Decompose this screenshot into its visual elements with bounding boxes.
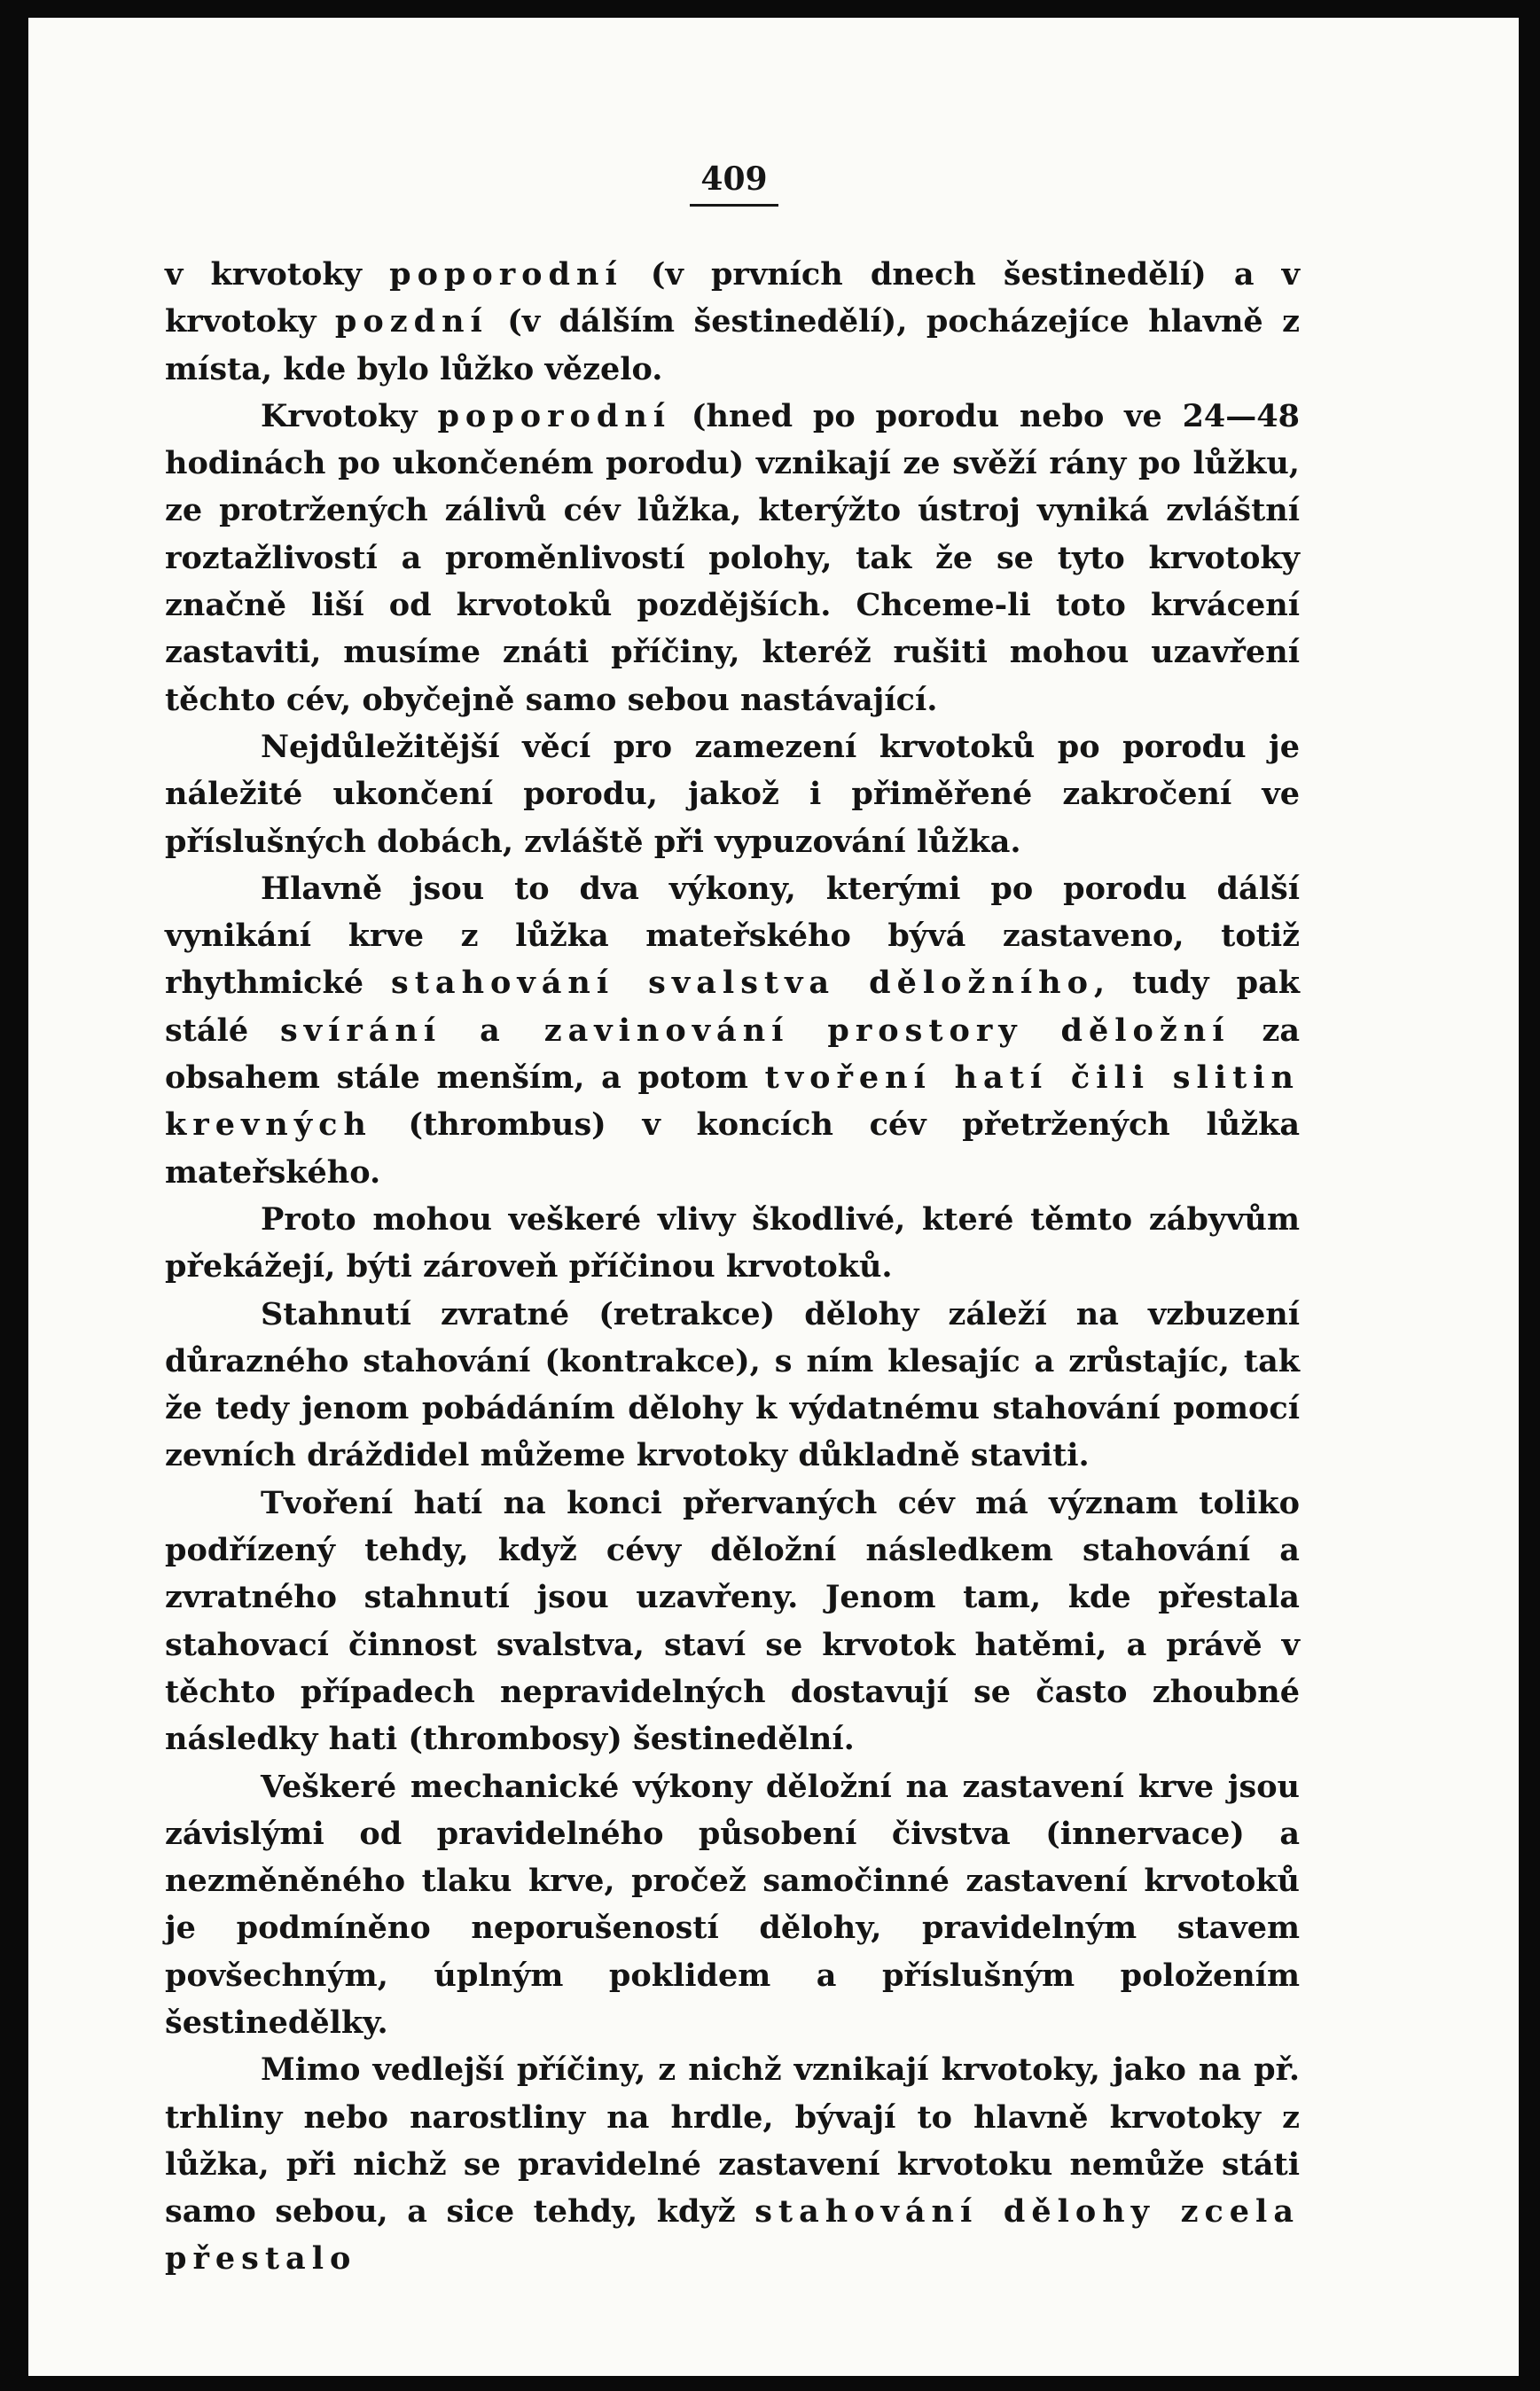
body-text [165,251,1300,2283]
text-run: v krvotoky [165,256,390,293]
paragraph [165,2046,1300,2282]
emphasis-spaced-text: poporodní [389,256,623,293]
emphasis-spaced-text: poporodní [437,397,672,434]
paragraph [165,1763,1300,2047]
text-run: Veškeré mechanické výkony děložní na zastavení krve jsou závislými od pravidelného působení čivstva (innervace) a nezměněného tlaku krve, pročež samočinné zastavení krvotoků je podmíněno neporušeností dělohy, pravidelným stavem povšechným, úplným poklidem a příslušným položením šestinedělky. [165,1768,1300,2041]
text-run: Mimo vedlejší příčiny, z nichž vznikají krvotoky, jako na př. trhliny nebo narostliny na hrdle, bývají to hlavně krvotoky z lůžka, při nichž se pravidelné zastavení krvotoku nemůže státi samo sebou, a sice tehdy, když [165,2051,1300,2231]
emphasis-spaced-text: svírání a zavinování prostory děložní [280,1012,1231,1049]
text-run: za obsahem stále menším, a potom [165,1012,1300,1097]
paragraph [165,1196,1300,1291]
text-run: Tvoření hatí na konci přervaných cév má význam toliko podřízený tehdy, když cévy děložní následkem stahování a zvratného stahnutí jsou uzavřeny. Jenom tam, kde přestala stahovací činnost svalstva, staví se krvotok hatěmi, a právě v těchto případech nepravidelných dostavují se často zhoubné následky hati (thrombosy) šestinedělní. [165,1484,1300,1758]
text-run: Nejdůležitější věcí pro zamezení krvotoků po porodu je náležité ukončení porodu, jakož i přiměřené zakročení ve příslušných dobách, zvláště při vypuzování lůžka. [165,728,1300,860]
text-run: Proto mohou veškeré vlivy škodlivé, které těmto zábyvům překážejí, býti zároveň příčinou krvotoků. [165,1200,1300,1285]
paragraph [165,251,1300,393]
text-run: (v prvních dnech šestinedělí) a v krvotoky [165,256,1300,340]
text-run: Stahnutí zvratné (retrakce) dělohy záleží na vzbuzení důrazného stahování (kontrakce), s ním klesajíc a zrůstajíc, tak že tedy jenom pobádáním dělohy k výdatnému stahování pomocí zevních dráždidel můžeme krvotoky důkladně staviti. [165,1295,1300,1474]
text-run: (hned po porodu nebo ve 24—48 hodinách po ukončeném porodu) vznikají ze svěží rány po lůžku, ze protržených zálivů cév lůžka, kterýžto ústroj vyniká zvláštní roztažlivostí a proměnlivostí polohy, tak že se tyto krvotoky značně liší od krvotoků pozdějších. Chceme-li toto krvácení zastaviti, musíme znáti příčiny, kteréž rušiti mohou uzavření těchto cév, obyčejně samo sebou nastávající. [165,397,1300,718]
paragraph [165,393,1300,723]
text-run: (v dálším šestinedělí), pocházejíce hlavně z místa, kde bylo lůžko vězelo. [165,303,1300,387]
paragraph [165,1291,1300,1480]
page-number: 409 [690,158,778,207]
text-run: (thrombus) v koncích cév přetržených lůžka mateřského. [165,1106,1300,1191]
text-run: Hlavně jsou to dva výkony, kterými po porodu dálší vynikání krve z lůžka mateřského bývá zastaveno, totiž rhythmické [165,870,1300,1002]
emphasis-spaced-text: tvoření hatí čili slitin krevných [165,1059,1300,1144]
paragraph [165,865,1300,1196]
emphasis-spaced-text: stahování dělohy zcela přestalo [165,2193,1300,2278]
emphasis-spaced-text: stahování svalstva děložního [391,965,1094,1002]
paragraph [165,1480,1300,1763]
text-run: , tudy pak stálé [165,965,1301,1049]
text-run: Krvotoky [261,397,438,434]
paragraph [165,723,1300,865]
emphasis-spaced-text: pozdní [334,303,489,340]
